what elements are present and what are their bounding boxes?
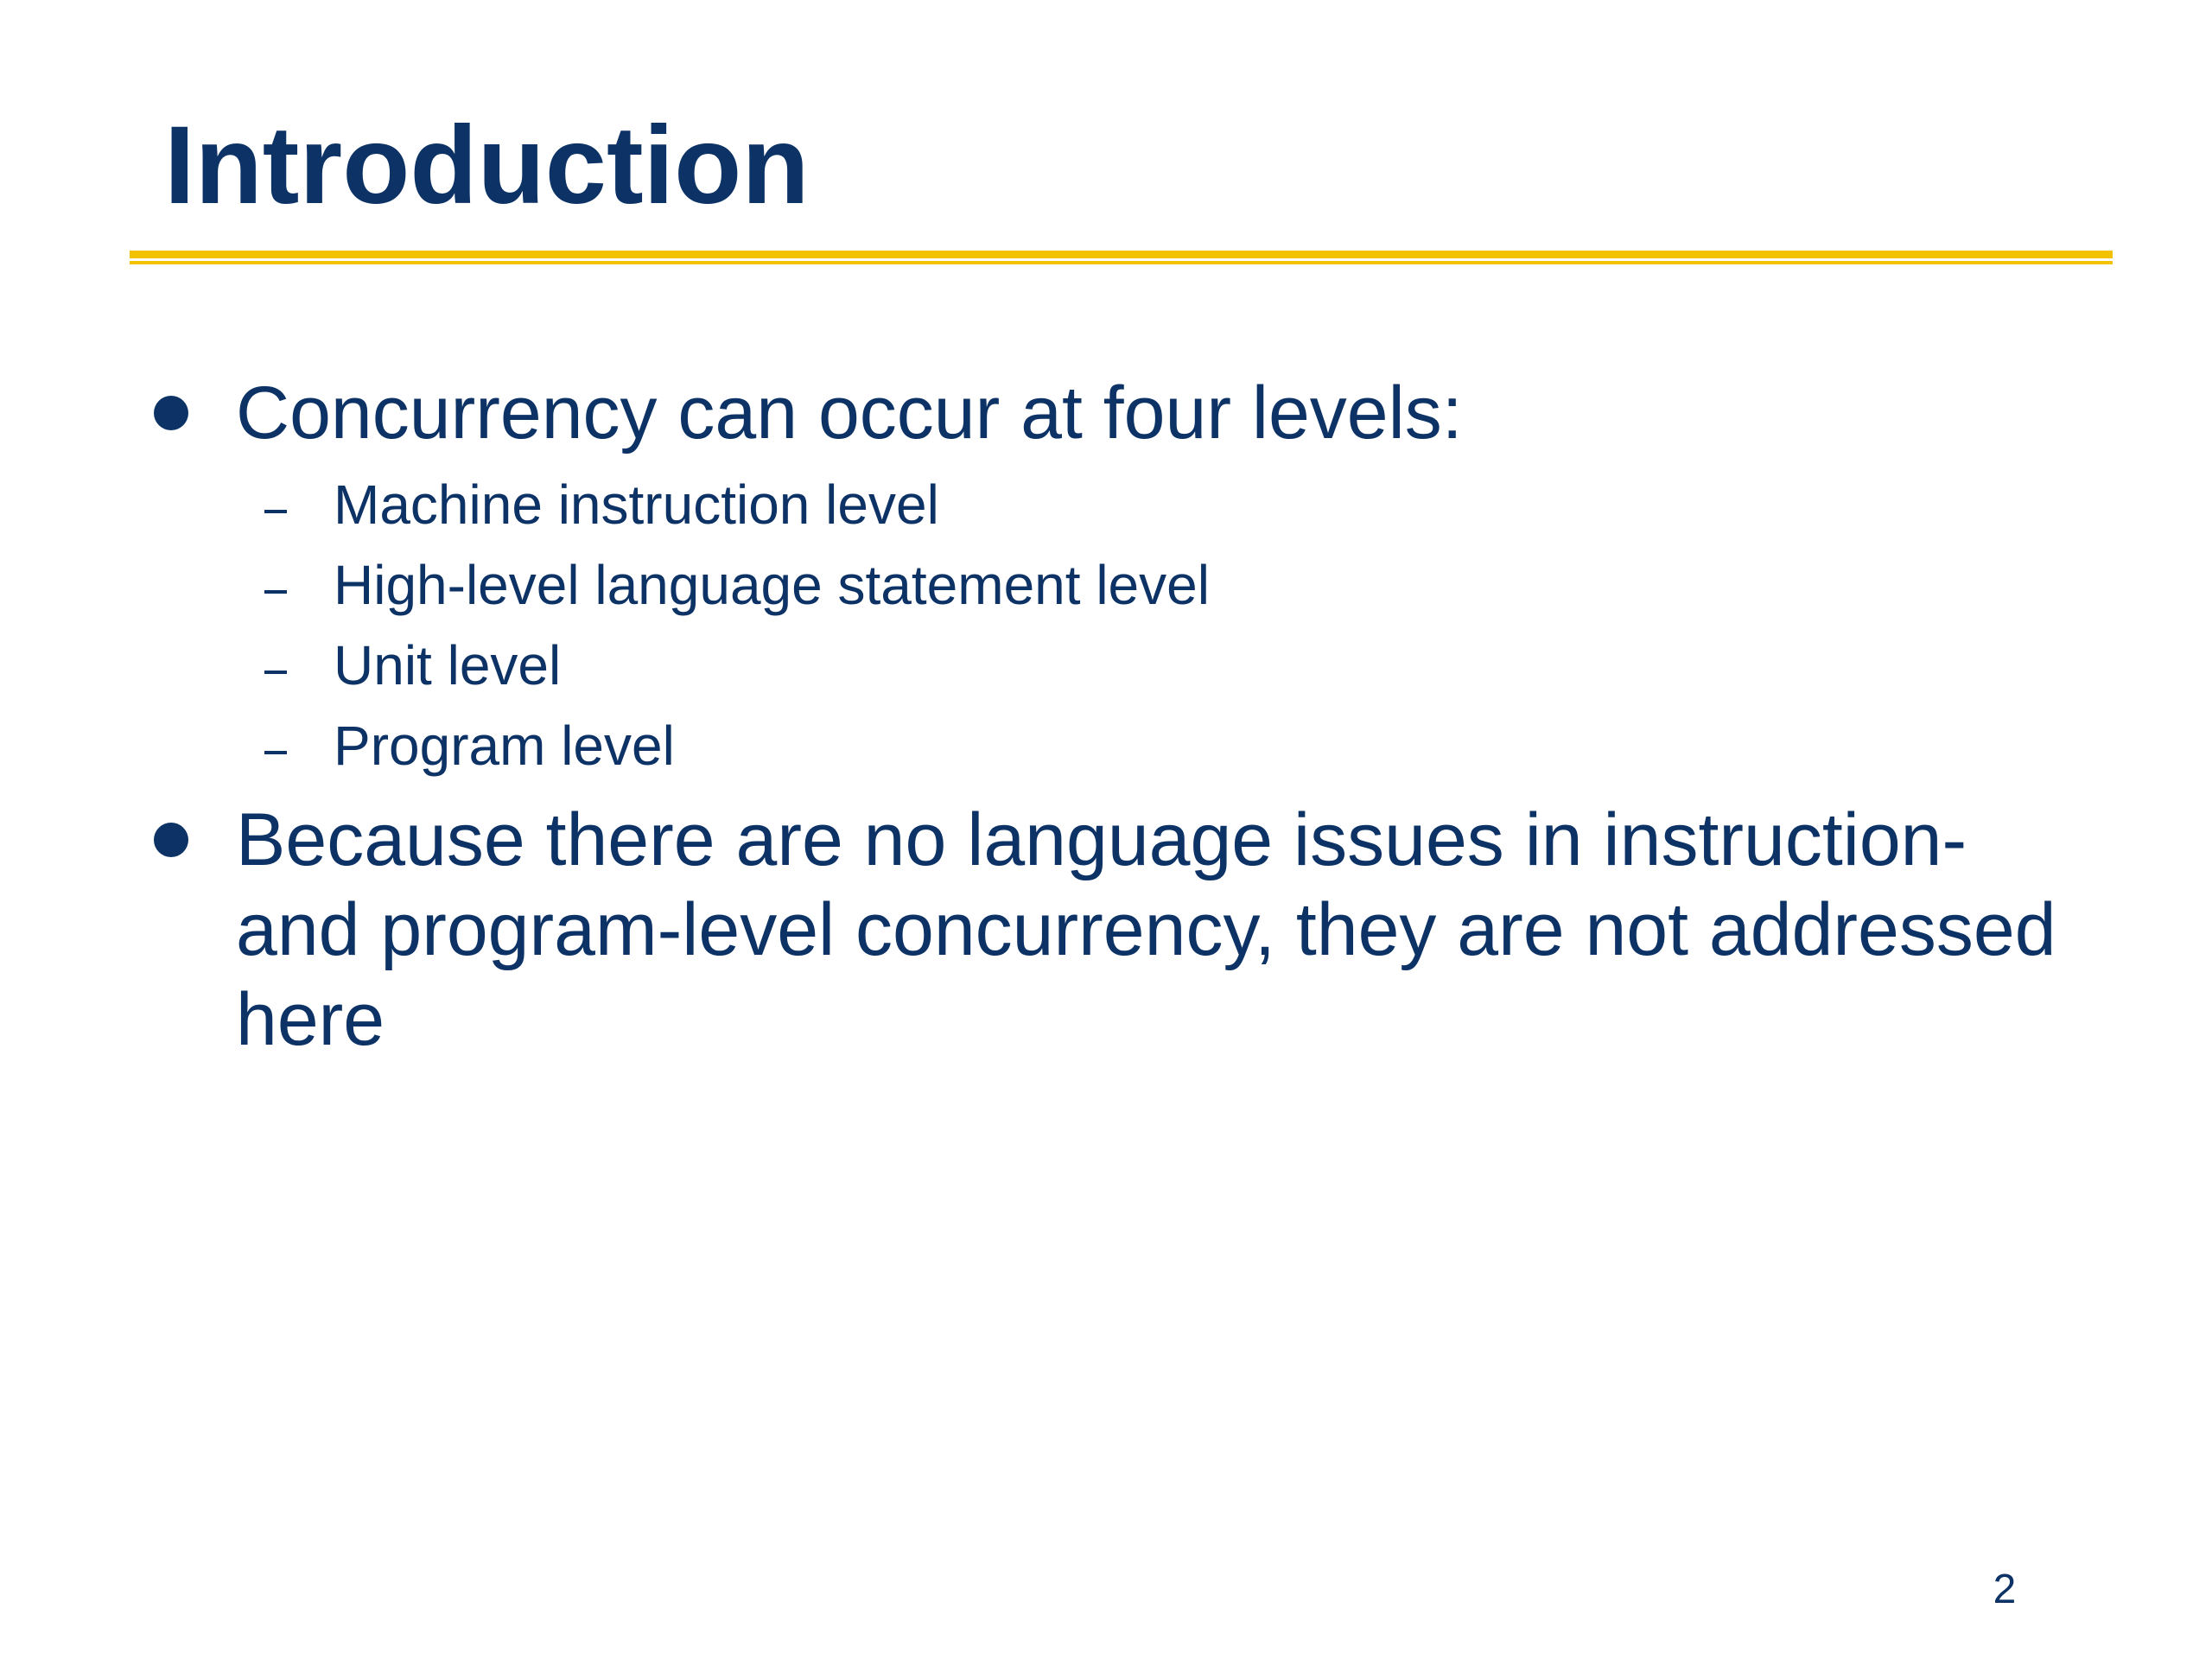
subitem-text: Machine instruction level [334, 474, 939, 536]
dash-icon [264, 671, 287, 674]
subitem-text: Program level [334, 715, 675, 777]
subitem-text: Unit level [334, 634, 562, 696]
title-divider-thick-line [130, 251, 2113, 258]
slide-title: Introduction [164, 104, 810, 227]
dash-icon [264, 510, 287, 513]
dash-icon [264, 751, 287, 754]
dash-icon [264, 590, 287, 594]
bullet-text: Because there are no language issues in instruction- and program-level concurrency, they are not addressed here [236, 798, 2056, 1061]
title-divider [130, 251, 2113, 264]
page-number: 2 [1993, 1567, 2017, 1612]
subitem-text: High-level language statement level [334, 554, 1210, 616]
bullet-dot-icon [154, 823, 188, 857]
title-divider-thin-line [130, 261, 2113, 264]
bullet-text: Concurrency can occur at four levels: [236, 372, 1463, 454]
bullet-dot-icon [154, 396, 188, 430]
